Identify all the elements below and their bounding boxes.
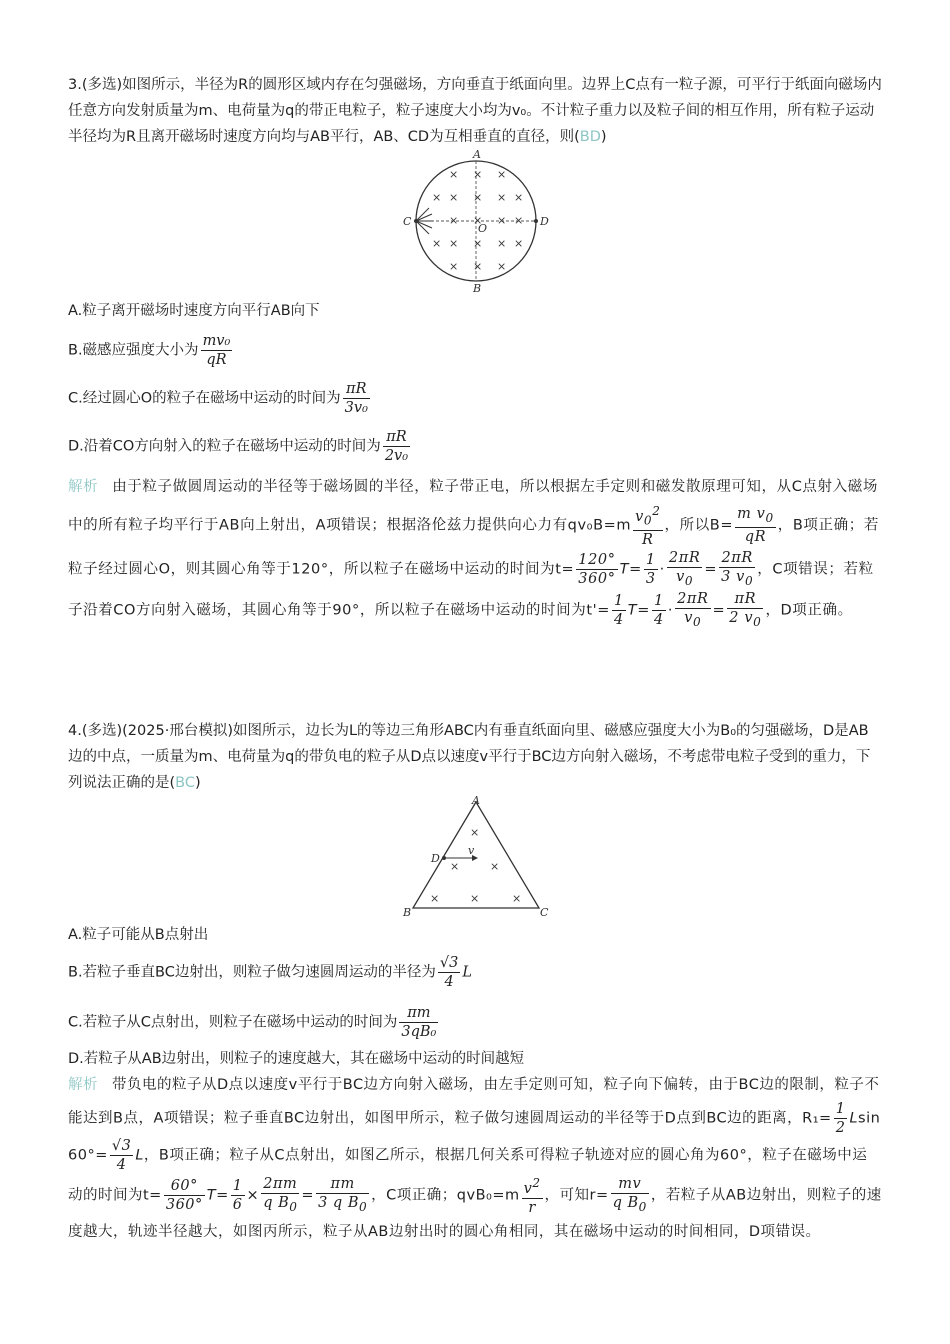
svg-text:×: × <box>473 260 483 273</box>
svg-text:×: × <box>430 892 440 905</box>
q4-option-a: A.粒子可能从B点射出 <box>68 927 209 943</box>
svg-text:×: × <box>432 237 442 250</box>
svg-text:×: × <box>449 214 459 227</box>
svg-text:×: × <box>470 892 480 905</box>
q4-analysis: 解析 带负电的粒子从D点以速度v平行于BC边方向射入磁场，由左手定则可知，粒子向下偏转，由于BC边的限制，粒子不能达到B点，A项错误；粒子垂直BC边射出，如图甲所示，粒子做匀速圆周运动的半径等于D点到BC边的距离，R₁= $\frac{1}{2}$ Lsin 60°= $\frac{√3}{4}$ L，B项正确；粒子从C点射出，如图乙所示，根据几何关系可得粒子轨迹对应的圆心角为60°，粒子在磁场中运动的时间为t= $\frac{60^\circ}{360^\circ}$ T= $\frac{1}{6}$ × $\frac{2\pi m}{q B_0}$ = $\frac{\pi m}{3 q B_0}$ ，C项正确；qvB₀=m $\frac{v^2}{r}$ ，可知r= $\frac{mv}{q B_0}$ ，若粒子从AB边射出，则粒子的速度越大，轨迹半径越大，如图丙所示，粒子从AB边射出时的圆心角相同，其在磁场中运动的时间相同，D项错误。 <box>68 1077 882 1240</box>
q4-triangle-figure <box>398 794 558 920</box>
svg-text:×: × <box>497 214 507 227</box>
q4-label-b: B <box>403 906 412 919</box>
q3-circle-figure <box>396 148 556 294</box>
q3-option-a: A.粒子离开磁场时速度方向平行AB向下 <box>68 303 320 319</box>
q3-frac-b: $\frac{\text{mv₀}}{qR}$ <box>202 333 231 368</box>
svg-text:×: × <box>514 237 524 250</box>
svg-text:×: × <box>470 826 480 839</box>
q3-option-c: C.经过圆心O的粒子在磁场中运动的时间为 $\frac{\pi R}{\text{3v₀}}$ <box>68 381 368 416</box>
svg-text:×: × <box>514 214 524 227</box>
q3-label-o: O <box>478 222 488 235</box>
q4-option-c: C.若粒子从C点射出，则粒子在磁场中运动的时间为 $\frac{\pi m}{\text{3qB₀}}$ <box>68 1005 437 1040</box>
q3-label-c: C <box>403 215 412 228</box>
svg-text:×: × <box>473 214 483 227</box>
q4-analysis-label: 解析 <box>68 1077 98 1093</box>
q4-frac-c: $\frac{\pi m}{\text{3qB₀}}$ <box>401 1005 437 1040</box>
svg-text:×: × <box>512 892 522 905</box>
svg-text:×: × <box>497 168 507 181</box>
q4-answer: BC <box>175 775 195 791</box>
svg-text:×: × <box>449 260 459 273</box>
svg-text:×: × <box>450 860 460 873</box>
svg-text:×: × <box>473 237 483 250</box>
q3-frac-c: $\frac{\pi R}{\text{3v₀}}$ <box>344 381 368 416</box>
svg-text:×: × <box>449 191 459 204</box>
q4-option-d: D.若粒子从AB边射出，则粒子的速度越大，其在磁场中运动的时间越短 <box>68 1051 525 1067</box>
svg-text:×: × <box>473 168 483 181</box>
svg-text:×: × <box>497 191 507 204</box>
q4-option-b: B.若粒子垂直BC边射出，则粒子做匀速圆周运动的半径为 $\frac{√3}{4}$ L <box>68 955 472 990</box>
q4-label-c: C <box>540 906 549 919</box>
q4-label-v: v <box>468 844 475 857</box>
svg-text:×: × <box>490 860 500 873</box>
svg-text:×: × <box>449 168 459 181</box>
q3-option-d: D.沿着CO方向射入的粒子在磁场中运动的时间为 $\frac{\pi R}{\text{2v₀}}$ <box>68 429 409 464</box>
q3-analysis-label: 解析 <box>68 479 99 495</box>
q3-option-b: B.磁感应强度大小为 $\frac{\text{mv₀}}{qR}$ <box>68 333 231 368</box>
q3-label-a: A <box>473 148 481 161</box>
svg-text:×: × <box>497 260 507 273</box>
q4-label-a: A <box>472 794 480 807</box>
q3-stem: 3.(多选)如图所示，半径为R的圆形区域内存在匀强磁场，方向垂直于纸面向里。边界上C点有一粒子源，可平行于纸面向磁场内任意方向发射质量为m、电荷量为q的带正电粒子，粒子速度大小均为v₀。不计粒子重力以及粒子间的相互作用，所有粒子运动半径均为R且离开磁场时速度方向均与AB平行，AB、CD为互相垂直的直径，则(BD) <box>68 77 882 145</box>
q3-frac-d: $\frac{\pi R}{\text{2v₀}}$ <box>384 429 409 464</box>
q4-stem: 4.(多选)(2025·邢台模拟)如图所示，边长为L的等边三角形ABC内有垂直纸面向里、磁感应强度大小为B₀的匀强磁场，D是AB边的中点，一质量为m、电荷量为q的带负电的粒子从D点以速度v平行于BC边方向射入磁场，不考虑带电粒子受到的重力，下列说法正确的是(BC) <box>68 723 871 791</box>
svg-text:×: × <box>473 191 483 204</box>
svg-text:×: × <box>497 237 507 250</box>
q3-analysis: 解析 由于粒子做圆周运动的半径等于磁场圆的半径，粒子带正电，所以根据左手定则和磁发散原理可知，从C点射入磁场中的所有粒子均平行于AB向上射出，A项错误；根据洛伦兹力提供向心力有qv₀B=m $\frac{v_0^2}{R}$ ，所以B= $\frac{m v_0}{qR}$ ，B项正确；若粒子经过圆心O，则其圆心角等于120°，所以粒子在磁场中运动的时间为t= $\frac{120^\circ}{360^\circ}$ T= $\frac{1}{3}$ · $\frac{2\pi R}{v_0}$ = $\frac{2\pi R}{3 v_0}$ ，C项错误；若粒子沿着CO方向射入磁场，其圆心角等于90°，所以粒子在磁场中运动的时间为t'= $\frac{1}{4}$ T= $\frac{1}{4}$ · $\frac{2\pi R}{v_0}$ = $\frac{\pi R}{2 v_0}$ ，D项正确。 <box>68 479 879 629</box>
q3-label-d: D <box>540 215 549 228</box>
q3-label-b: B <box>473 282 482 294</box>
svg-text:×: × <box>449 237 459 250</box>
svg-text:×: × <box>432 191 442 204</box>
q3-answer: BD <box>579 129 601 145</box>
q4-frac-b: $\frac{√3}{4}$ <box>439 955 459 990</box>
svg-text:×: × <box>514 191 524 204</box>
q4-label-d: D <box>431 852 440 865</box>
